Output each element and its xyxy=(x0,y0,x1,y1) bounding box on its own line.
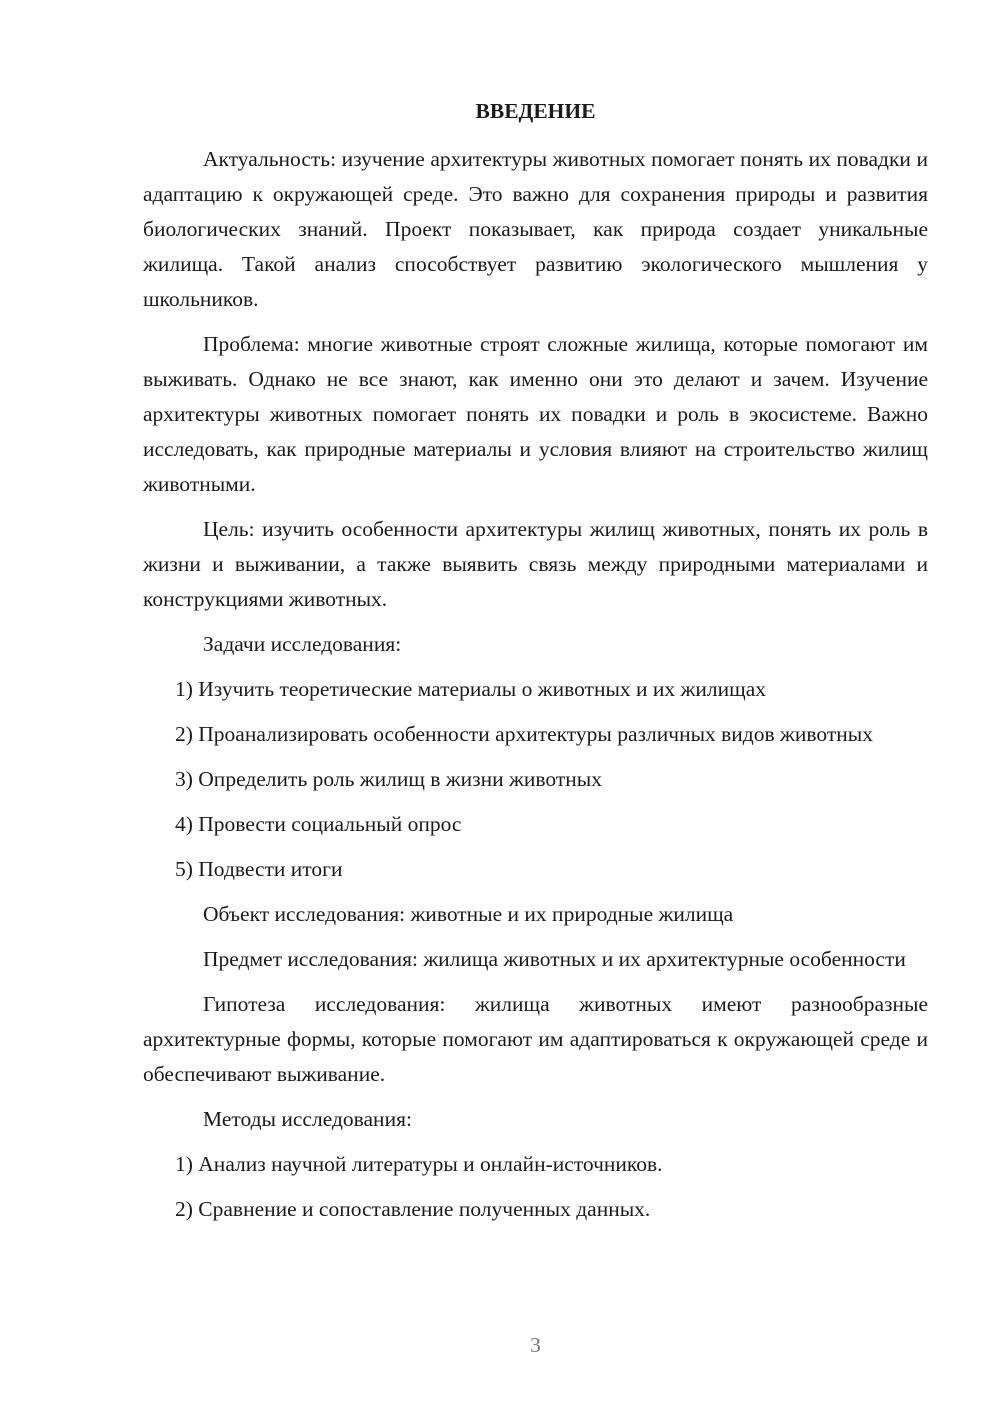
task-item: 5) Подвести итоги xyxy=(175,857,343,881)
paragraph-subject: Предмет исследования: жилища животных и их архитектурные особенности xyxy=(203,947,906,971)
paragraph-goal: Цель: изучить особенности архитектуры жилищ животных, понять их роль в жизни и выживании, а также выявить связь между природными материалами и конструкциями животных. xyxy=(143,517,928,611)
document-page xyxy=(143,0,928,1414)
page-number: 3 xyxy=(530,1333,541,1357)
paragraph-hypothesis: Гипотеза исследования: жилища животных имеют разнообразные архитектурные формы, которые помогают им адаптироваться к окружающей среде и обеспечивают выживание. xyxy=(143,992,928,1086)
task-item: 1) Изучить теоретические материалы о животных и их жилищах xyxy=(175,677,766,701)
method-item: 1) Анализ научной литературы и онлайн-источников. xyxy=(175,1152,663,1176)
paragraph-relevance: Актуальность: изучение архитектуры животных помогает понять их повадки и адаптацию к окружающей среде. Это важно для сохранения природы и развития биологических знаний. Проект показывает, как природа создает уникальные жилища. Такой анализ способствует развитию экологического мышления у школьников. xyxy=(143,147,928,311)
task-item: 4) Провести социальный опрос xyxy=(175,812,462,836)
paragraph-problem: Проблема: многие животные строят сложные жилища, которые помогают им выживать. Однако не все знают, как именно они это делают и зачем. Изучение архитектуры животных помогает понять их повадки и роль в экосистеме. Важно исследовать, как природные материалы и условия влияют на строительство жилищ животными. xyxy=(143,332,928,496)
methods-heading: Методы исследования: xyxy=(203,1107,412,1131)
paragraph-object: Объект исследования: животные и их природные жилища xyxy=(203,902,734,926)
method-item: 2) Сравнение и сопоставление полученных данных. xyxy=(175,1197,651,1221)
section-title: ВВЕДЕНИЕ xyxy=(475,99,596,123)
task-item: 3) Определить роль жилищ в жизни животных xyxy=(175,767,602,791)
tasks-heading: Задачи исследования: xyxy=(203,632,402,656)
document-body xyxy=(143,142,928,1227)
task-item: 2) Проанализировать особенности архитектуры различных видов животных xyxy=(175,722,873,746)
